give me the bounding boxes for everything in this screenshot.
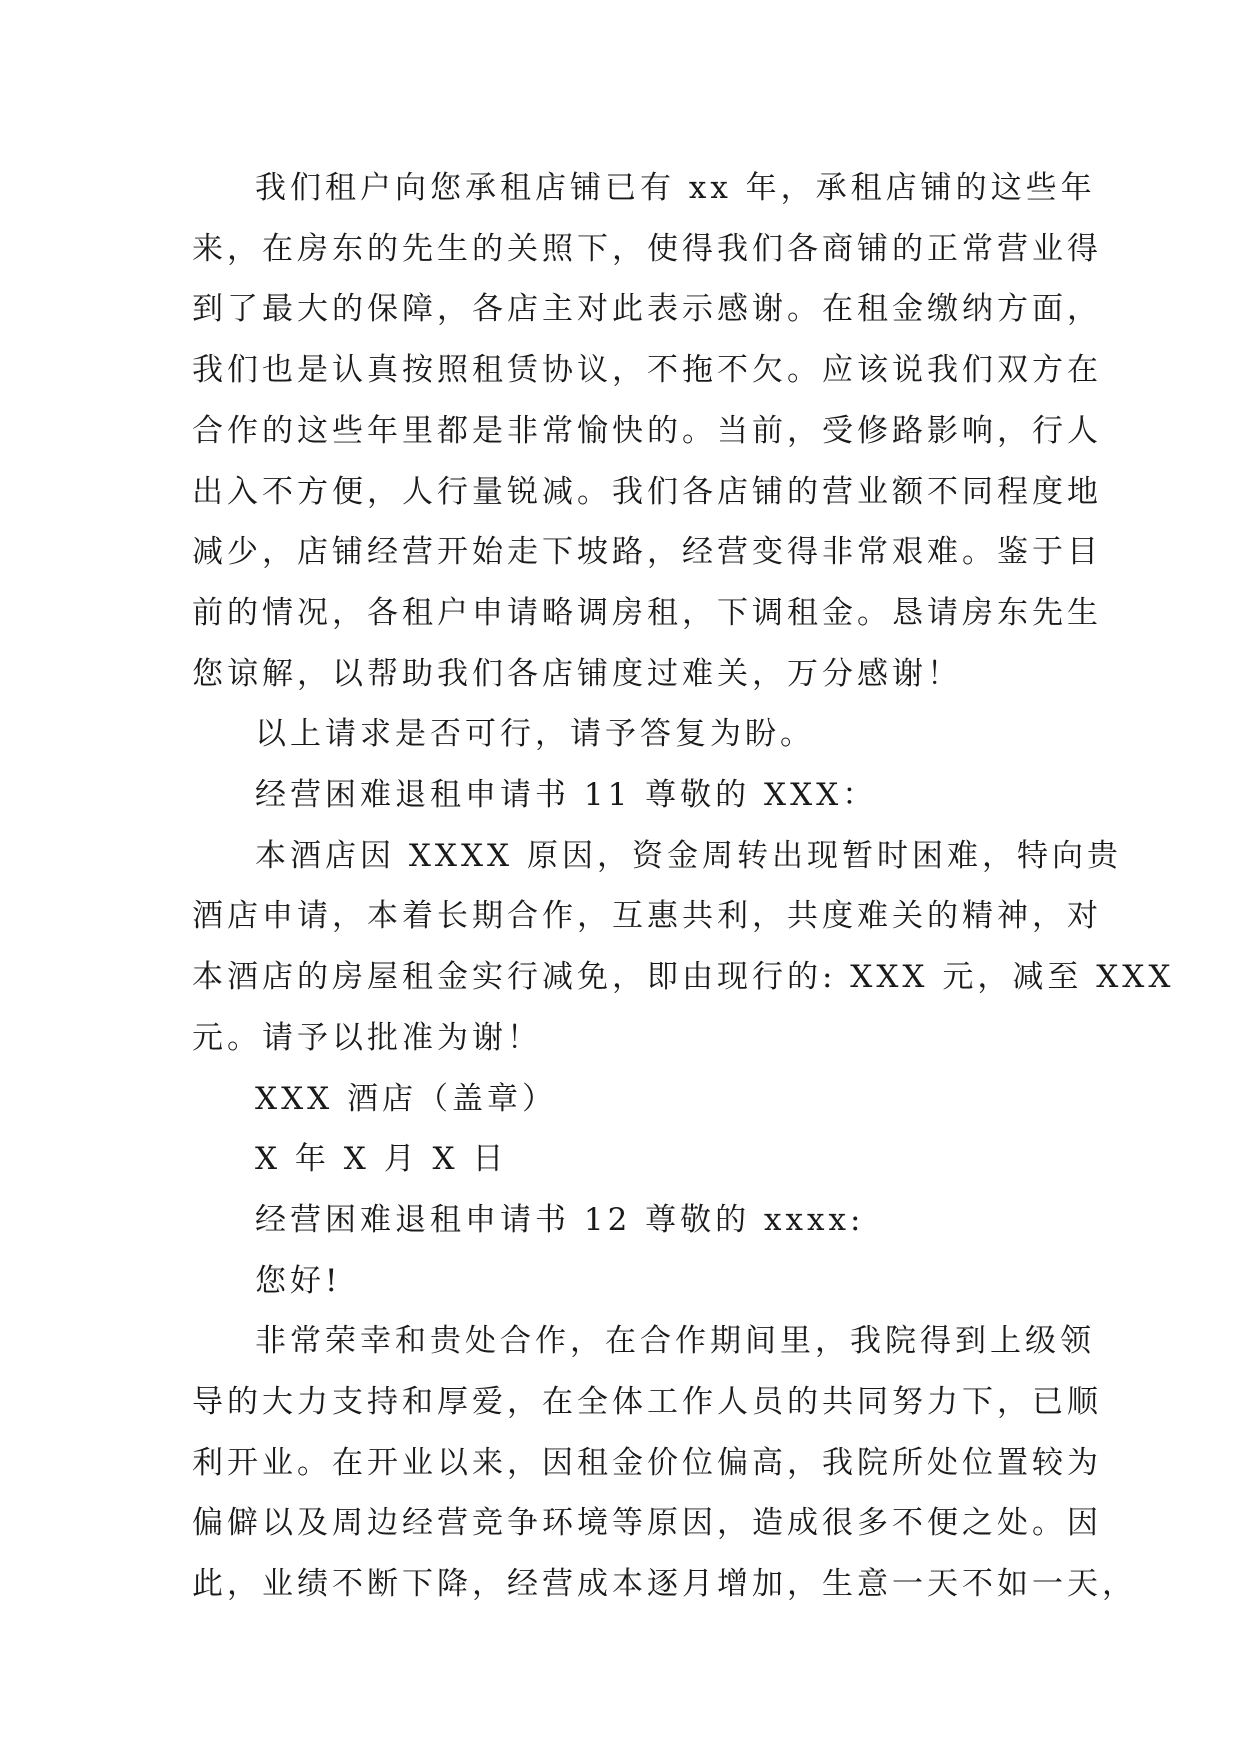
text-line: 经营困难退租申请书 12 尊敬的 xxxx: — [255, 1201, 865, 1238]
text-line: X 年 X 月 X 日 — [255, 1141, 508, 1178]
text-line: 利开业。在开业以来，因租金价位偏高，我院所处位置较为 — [192, 1444, 1102, 1481]
text-line: 您好! — [255, 1262, 342, 1299]
text-line: 偏僻以及周边经营竞争环境等原因，造成很多不便之处。因 — [192, 1505, 1102, 1542]
text-line: 非常荣幸和贵处合作，在合作期间里，我院得到上级领 — [255, 1323, 1095, 1360]
text-line: 您谅解，以帮助我们各店铺度过难关，万分感谢！ — [192, 655, 962, 692]
document-body — [192, 158, 1175, 1615]
text-line: 酒店申请，本着长期合作，互惠共利，共度难关的精神，对 — [192, 898, 1102, 935]
text-line: 经营困难退租申请书 11 尊敬的 XXX： — [255, 777, 878, 814]
text-line: 来，在房东的先生的关照下，使得我们各商铺的正常营业得 — [192, 230, 1102, 267]
text-line: 导的大力支持和厚爱，在全体工作人员的共同努力下，已顺 — [192, 1384, 1102, 1421]
text-line: 本酒店因 XXXX 原因，资金周转出现暂时困难，特向贵 — [255, 837, 1122, 874]
text-line: 此，业绩不断下降，经营成本逐月增加，生意一天不如一天， — [192, 1566, 1137, 1603]
text-line: 本酒店的房屋租金实行减免，即由现行的: XXX 元，减至 XXX — [192, 959, 1175, 996]
text-line: 前的情况，各租户申请略调房租，下调租金。恳请房东先生 — [192, 594, 1102, 631]
text-line: 我们租户向您承租店铺已有 xx 年，承租店铺的这些年 — [255, 170, 1096, 206]
text-line: 合作的这些年里都是非常愉快的。当前，受修路影响，行人 — [192, 412, 1102, 449]
text-line: 元。请予以批准为谢！ — [192, 1019, 542, 1056]
text-line: 我们也是认真按照租赁协议，不拖不欠。应该说我们双方在 — [192, 352, 1102, 389]
text-line: XXX 酒店（盖章） — [255, 1080, 558, 1117]
text-line: 以上请求是否可行，请予答复为盼。 — [255, 716, 815, 753]
text-line: 减少，店铺经营开始走下坡路，经营变得非常艰难。鉴于目 — [192, 534, 1102, 571]
text-line: 出入不方便，人行量锐减。我们各店铺的营业额不同程度地 — [192, 473, 1102, 510]
text-line: 到了最大的保障，各店主对此表示感谢。在租金缴纳方面， — [192, 291, 1102, 328]
